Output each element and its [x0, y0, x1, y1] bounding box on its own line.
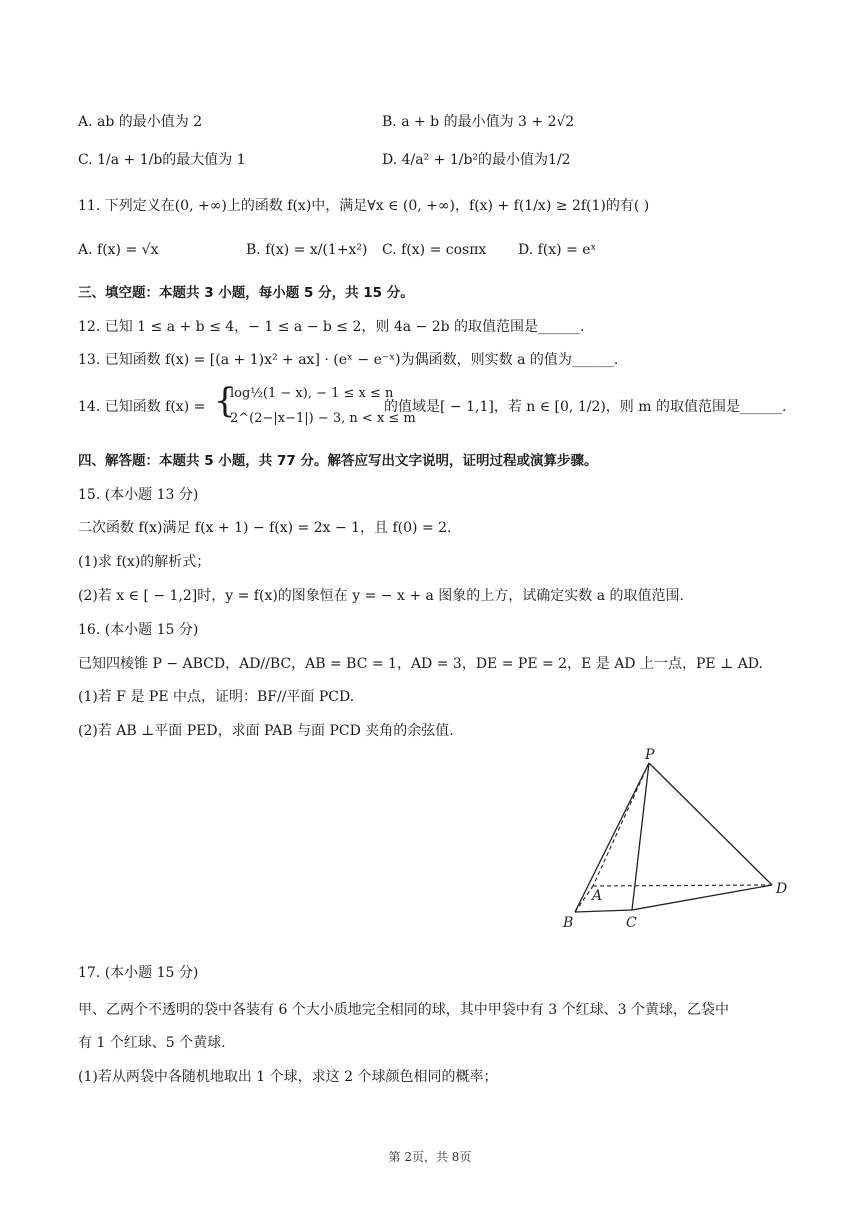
- q14-prefix: 14. 已知函数 f(x) =: [78, 399, 206, 415]
- label-b: B: [563, 915, 574, 931]
- q17-part-1: (1)若从两袋中各随机地取出 1 个球，求这 2 个球颜色相同的概率；: [78, 1069, 498, 1085]
- edge-ab-hidden: [575, 886, 593, 912]
- q16-part-2: (2)若 AB ⊥平面 PED，求面 PAB 与面 PCD 夹角的余弦值.: [78, 723, 454, 739]
- q14-case-2: 2^(2−|x−1|) − 3, n < x ≤ m: [230, 411, 416, 426]
- q15-part-1: (1)求 f(x)的解析式；: [78, 554, 211, 570]
- q16-part-1: (1)若 F 是 PE 中点，证明：BF//平面 PCD.: [78, 689, 355, 705]
- q15-part-2: (2)若 x ∈ [ − 1,2]时，y = f(x)的图象恒在 y = − x + a 图象的上方，试确定实数 a 的取值范围.: [78, 588, 684, 604]
- q17-stem-1: 甲、乙两个不透明的袋中各装有 6 个大小质地完全相同的球，其中甲袋中有 3 个红球、3 个黄球，乙袋中: [78, 1002, 729, 1018]
- label-a: A: [592, 888, 603, 904]
- edge-bc: [575, 910, 632, 912]
- page-footer: 第 2页，共 8页: [388, 1150, 472, 1164]
- q16-stem: 已知四棱锥 P − ABCD，AD//BC，AB = BC = 1，AD = 3，DE = PE = 2，E 是 AD 上一点，PE ⊥ AD.: [78, 656, 763, 672]
- q15-stem: 二次函数 f(x)满足 f(x + 1) − f(x) = 2x − 1，且 f(0) = 2.: [78, 520, 452, 536]
- section-3-heading: 三、填空题：本题共 3 小题，每小题 5 分，共 15 分。: [78, 285, 414, 301]
- q10-option-d: D. 4/a² + 1/b²的最小值为1/2: [382, 152, 571, 168]
- q15-header: 15. (本小题 13 分): [78, 487, 199, 503]
- label-c: C: [626, 915, 637, 931]
- q11-option-d: D. f(x) = eˣ: [518, 242, 597, 258]
- edge-pb: [575, 763, 649, 912]
- q16-header: 16. (本小题 15 分): [78, 622, 199, 638]
- label-d: D: [776, 881, 788, 897]
- q14-suffix: 的值域是[ − 1,1]，若 n ∈ [0, 1/2)，则 m 的取值范围是______.: [384, 399, 787, 415]
- q12: 12. 已知 1 ≤ a + b ≤ 4，− 1 ≤ a − b ≤ 2，则 4a − 2b 的取值范围是______.: [78, 319, 585, 335]
- q11-option-c: C. f(x) = cosπx: [382, 242, 487, 258]
- pyramid-figure: [555, 742, 795, 934]
- q17-header: 17. (本小题 15 分): [78, 965, 199, 981]
- edge-cd: [632, 885, 772, 910]
- q11-option-b: B. f(x) = x/(1+x²): [246, 242, 368, 258]
- section-4-heading: 四、解答题：本题共 5 小题，共 77 分。解答应写出文字说明，证明过程或演算步骤。: [78, 453, 598, 469]
- q11-stem: 11. 下列定义在(0, +∞)上的函数 f(x)中，满足∀x ∈ (0, +∞)，f(x) + f(1/x) ≥ 2f(1)的有( ): [78, 198, 650, 214]
- edge-pd: [649, 763, 772, 885]
- q13: 13. 已知函数 f(x) = [(a + 1)x² + ax] · (eˣ − e⁻ˣ)为偶函数，则实数 a 的值为______.: [78, 352, 619, 368]
- q17-stem-2: 有 1 个红球、5 个黄球.: [78, 1035, 226, 1051]
- edge-pa-hidden: [593, 763, 649, 886]
- edge-ad-hidden: [593, 885, 772, 886]
- q10-option-b: B. a + b 的最小值为 3 + 2√2: [382, 114, 575, 130]
- q11-option-a: A. f(x) = √x: [78, 242, 159, 258]
- brace-icon: {: [214, 381, 236, 421]
- label-p: P: [645, 747, 655, 763]
- q14-case-1: log½(1 − x), − 1 ≤ x ≤ n: [230, 386, 394, 401]
- q10-option-a: A. ab 的最小值为 2: [78, 114, 203, 130]
- edge-pc: [632, 763, 649, 910]
- q10-option-c: C. 1/a + 1/b的最大值为 1: [78, 152, 246, 168]
